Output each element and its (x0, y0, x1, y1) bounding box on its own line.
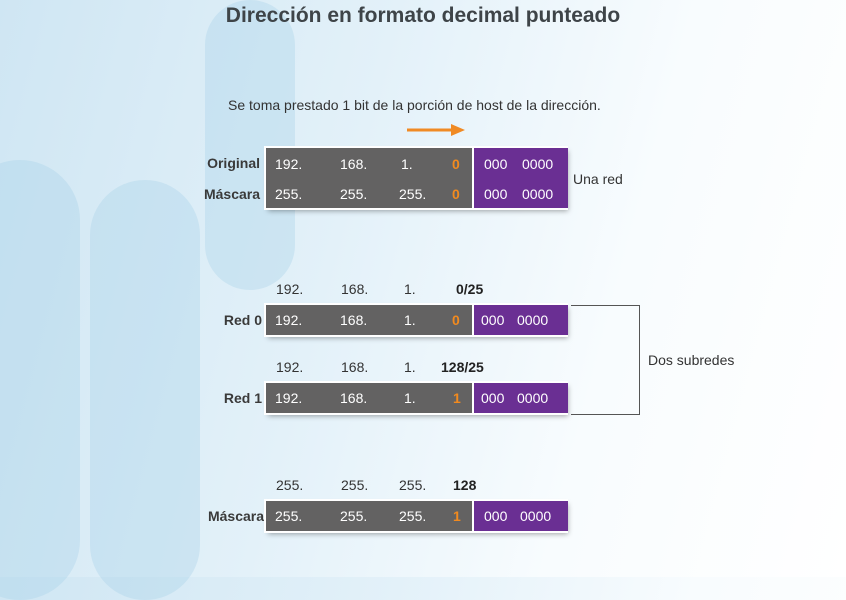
octet-header: 255. (341, 477, 369, 493)
octet: 168. (340, 312, 368, 328)
octet: 255. (399, 186, 427, 202)
original-label: Original (207, 155, 260, 171)
octet-header: 192. (276, 281, 304, 297)
host-bits: 000 (481, 312, 505, 328)
octet: 255. (275, 186, 303, 202)
octet-header: 1. (404, 359, 416, 375)
arrow-right-icon (407, 122, 467, 138)
host-bits: 0000 (517, 390, 549, 406)
red1-label: Red 1 (223, 390, 262, 406)
host-bits: 0000 (522, 156, 554, 172)
octet: 1. (401, 156, 413, 172)
octet-header: 168. (341, 281, 369, 297)
mask-label: Máscara (203, 186, 260, 202)
octet: 255. (399, 508, 427, 524)
red1-address-box (266, 383, 566, 413)
host-portion (472, 383, 568, 413)
octet: 168. (340, 390, 368, 406)
red0-label: Red 0 (223, 312, 262, 328)
octet: 1. (404, 390, 416, 406)
host-portion (472, 501, 568, 531)
borrowed-bit: 1 (453, 508, 461, 524)
octet: 168. (340, 156, 368, 172)
two-subnets-note: Dos subredes (648, 352, 735, 368)
one-network-note: Una red (573, 171, 623, 187)
octet: 1. (404, 312, 416, 328)
octet: 255. (340, 508, 368, 524)
background-decoration (0, 160, 80, 600)
borrowed-bit: 1 (453, 390, 461, 406)
host-bits: 0000 (517, 312, 549, 328)
borrowed-bit: 0 (452, 312, 460, 328)
host-bits: 0000 (522, 186, 554, 202)
octet-header: 1. (404, 281, 416, 297)
octet: 192. (275, 156, 303, 172)
host-bits: 000 (484, 156, 508, 172)
subnet-prefix: 128/25 (441, 359, 484, 375)
host-bits: 000 (484, 186, 508, 202)
mask-value: 128 (453, 477, 477, 493)
subnet-prefix: 0/25 (456, 281, 484, 297)
red0-address-box (266, 305, 566, 335)
original-address-box (266, 148, 566, 208)
borrowed-bit: 0 (452, 156, 460, 172)
subnets-bracket (571, 305, 640, 415)
octet-header: 255. (276, 477, 304, 493)
background-decoration (205, 0, 295, 290)
octet: 255. (340, 186, 368, 202)
subtitle: Se toma prestado 1 bit de la porción de host de la dirección. (228, 97, 601, 113)
borrowed-bit: 0 (452, 186, 460, 202)
host-portion (472, 305, 568, 335)
host-bits: 000 (484, 508, 508, 524)
octet-header: 255. (399, 477, 427, 493)
host-portion (472, 148, 568, 208)
host-bits: 0000 (520, 508, 552, 524)
octet: 192. (275, 390, 303, 406)
octet: 255. (275, 508, 303, 524)
host-bits: 000 (481, 390, 505, 406)
octet-header: 192. (276, 359, 304, 375)
page-title: Dirección en formato decimal punteado (225, 4, 621, 27)
new-mask-label: Máscara (207, 508, 264, 524)
new-mask-box (266, 501, 566, 531)
octet-header: 168. (341, 359, 369, 375)
octet: 192. (275, 312, 303, 328)
